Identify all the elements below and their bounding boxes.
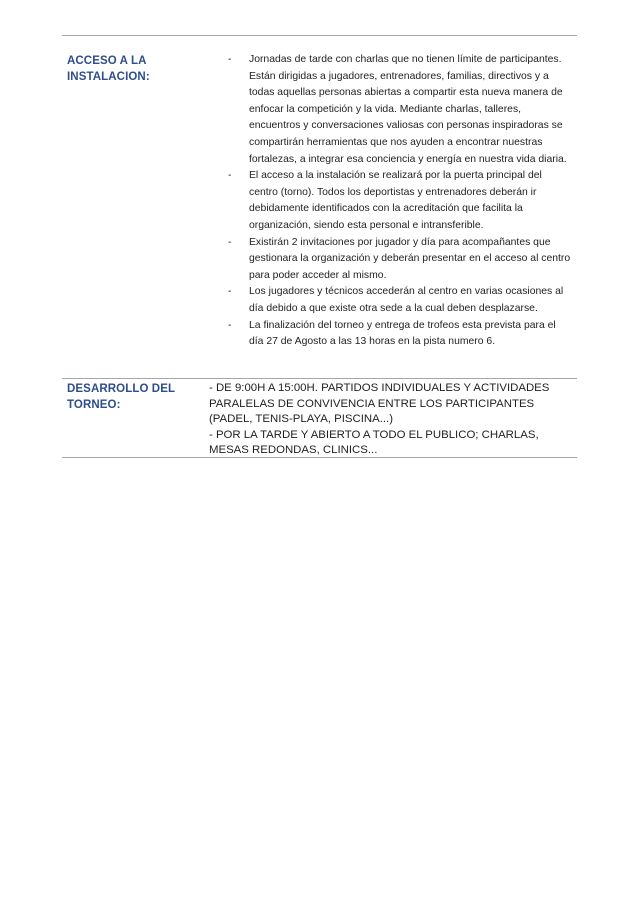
list-item-text: Jornadas de tarde con charlas que no tienen límite de participantes. Están dirigidas a jugadores, entrenadores, familias, directivos y a todas aquellas personas abiertas a compartir esta nueva manera de enfocar la competición y la vida. Mediante charlas, talleres, encuentros y conversaciones valiosas con personas inspiradoras se compartirán herramientas que nos ayuden a encontrar nuestras fortalezas, a integrar esa conciencia y energía en nuestra vida diaria. xyxy=(249,54,567,165)
bullet-dash: - xyxy=(228,236,232,248)
table-bottom-rule xyxy=(62,457,577,458)
list-item xyxy=(228,52,573,168)
list-item-text: El acceso a la instalación se realizará por la puerta principal del centro (torno). Todos los deportistas y entrenadores deberán ir debidamente identificados con la acreditación que facilita la organización, siendo esta personal e intransferible. xyxy=(249,170,542,231)
bullet-dash: - xyxy=(228,319,232,331)
list-item xyxy=(228,284,573,317)
list-item-text: Existirán 2 invitaciones por jugador y día para acompañantes que gestionara la organización y deberán presentar en el acceso al centro para poder acceder al mismo. xyxy=(249,236,571,281)
desarrollo-line: - DE 9:00H A 15:00H. PARTIDOS INDIVIDUALES Y ACTIVIDADES PARALELAS DE CONVIVENCIA ENTRE LOS PARTICIPANTES (PADEL, TENIS-PLAYA, PISCINA...) xyxy=(209,382,550,426)
section-label-acceso: ACCESO A LA INSTALACION: xyxy=(67,55,150,83)
bullet-dash: - xyxy=(228,54,232,65)
list-item xyxy=(228,318,573,351)
list-item-text: La finalización del torneo y entrega de trofeos esta prevista para el día 27 de Agosto a las 13 horas en la pista numero 6. xyxy=(249,319,556,348)
list-item-text: Los jugadores y técnicos accederán al centro en varias ocasiones al día debido a que existe otra sede a la cual deben desplazarse. xyxy=(249,286,564,314)
section-label-desarrollo: DESARROLLO DEL TORNEO: xyxy=(67,383,175,411)
table-row-rule xyxy=(62,378,577,379)
list-item xyxy=(228,168,573,234)
bullet-dash: - xyxy=(228,286,232,298)
table-top-rule xyxy=(62,35,577,36)
acceso-bullet-list xyxy=(228,52,573,351)
bullet-dash: - xyxy=(228,170,232,182)
desarrollo-line: - POR LA TARDE Y ABIERTO A TODO EL PUBLICO; CHARLAS, MESAS REDONDAS, CLINICS... xyxy=(209,428,539,457)
list-item xyxy=(228,235,573,285)
desarrollo-content xyxy=(209,381,571,459)
